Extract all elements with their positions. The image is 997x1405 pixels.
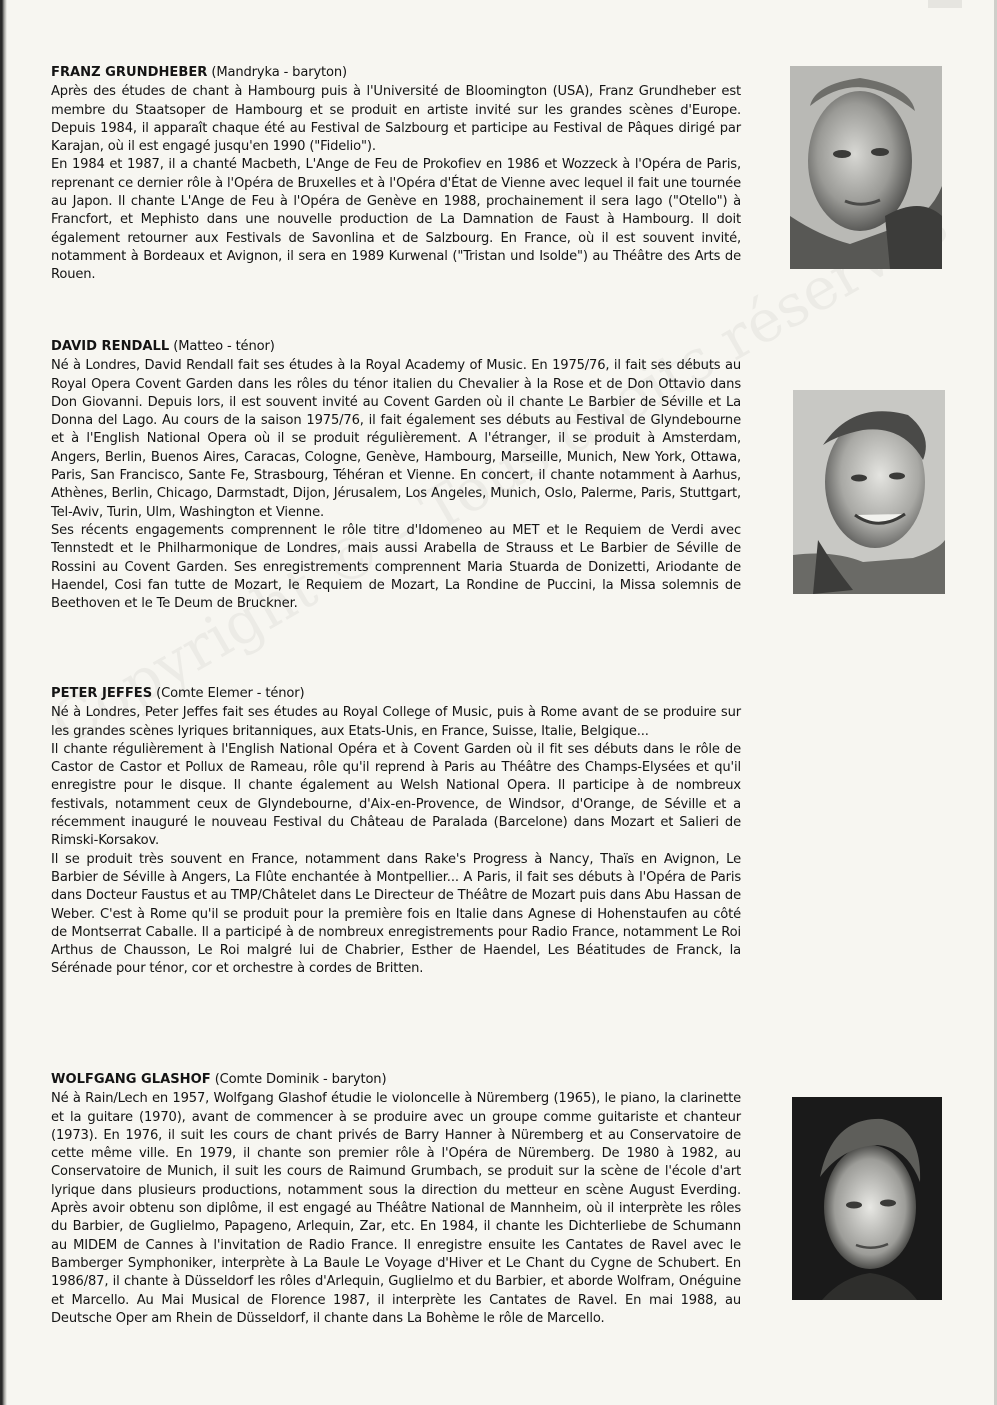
singer-role: (Matteo - ténor): [173, 339, 275, 354]
singer-name: FRANZ GRUNDHEBER: [51, 65, 208, 80]
portrait-photo-franz-grundheber: [790, 66, 942, 269]
singer-role: (Comte Elemer - ténor): [156, 686, 305, 701]
bio-heading: [51, 338, 741, 356]
singer-name: PETER JEFFES: [51, 686, 153, 701]
bio-heading: [51, 1071, 741, 1089]
singer-role: (Comte Dominik - baryton): [214, 1072, 387, 1087]
bio-paragraph: Né à Rain/Lech en 1957, Wolfgang Glashof étudie le violoncelle à Nüremberg (1965), le piano, la clarinette et la guitare (1970), avant de commencer à se produire avec un groupe comme guitariste et chanteur (1973). En 1976, il suit les cours de chant privés de Barry Hanner à Nüremberg et au Conservatoire de cette même ville. En 1979, il chante son premier rôle à l'Opéra de Nüremberg. De 1980 à 1982, au Conservatoire de Munich, il suit les cours de Raimund Grumbach, se produit sur la scène de l'école d'art lyrique dans plusieurs productions, notamment sous la direction du metteur en scène August Everding. Après avoir obtenu son diplôme, il est engagé au Théâtre National de Mannheim, où il interprète les rôles du Barbier, de Guglielmo, Papageno, Arlequin, Zar, etc. En 1984, il chante les Dichterliebe de Schumann au MIDEM de Cannes à l'invitation de Radio France. Il enregistre ensuite les Cantates de Ravel avec le Bamberger Symphoniker, interprète à La Baule Le Voyage d'Hiver et Le Chant du Cygne de Schubert. En 1986/87, il chante à Düsseldorf les rôles d'Arlequin, Guglielmo et du Barbier, et aborde Wolfram, Onéguine et Marcello. Au Mai Musical de Florence 1987, il interprète les Cantates de Ravel. En mai 1988, au Deutsche Oper am Rhein de Düsseldorf, il chante dans La Bohème le rôle de Marcello.: [51, 1091, 741, 1326]
bio-paragraph: Après des études de chant à Hambourg puis à l'Université de Bloomington (USA), Franz Grundheber est membre du Staatsoper de Hambourg et se produit en artiste invité sur les grandes scènes d'Europe. Depuis 1984, il apparaît chaque été au Festival de Salzbourg et participe au Festival de Pâques dirigé par Karajan, où il est engagé jusqu'en 1990 ("Fidelio").: [51, 84, 741, 155]
scan-mark-top: [928, 0, 962, 8]
bio-paragraph: Il se produit très souvent en France, notamment dans Rake's Progress à Nancy, Thaïs en Avignon, Le Barbier de Séville à Angers, La Flûte enchantée à Montpellier... A Paris, il fait ses débuts à l'Opéra de Paris dans Docteur Faustus et au TMP/Châtelet dans Le Directeur de Théâtre de Mozart puis dans Abu Hassan de Weber. C'est à Rome qu'il se produit pour la première fois en Italie dans Agnese di Hohenstaufen au côté de Montserrat Caballe. Il a participé à de nombreux enregistrements pour Radio France, notamment Le Roi Arthus de Chausson, Le Roi malgré lui de Chabrier, Esther de Haendel, Les Béatitudes de Franck, la Sérénade pour ténor, cor et orchestre à cordes de Britten.: [51, 851, 741, 977]
bio-paragraph: Né à Londres, Peter Jeffes fait ses études au Royal College of Music, puis à Rome avant de se produire sur les grandes scènes lyriques britanniques, aux Etats-Unis, en France, Suisse, Italie, Belgique...: [51, 705, 741, 739]
bio-david-rendall: [51, 338, 741, 613]
bio-paragraph: Il chante régulièrement à l'English National Opéra et à Covent Garden où il fit ses débuts dans le rôle de Castor de Castor et Pollux de Rameau, rôle qu'il reprend à Paris au Théâtre des Champs-Elysées et qu'il enregistre pour le disque. Il chante également au Welsh National Opera. Il participe à de nombreux festivals, notamment ceux de Glyndebourne, d'Aix-en-Provence, de Windsor, d'Orange, de Séville et a récemment inauguré le nouveau Festival du Château de Paralada (Barcelone) dans Mozart et Salieri de Rimski-Korsakov.: [51, 741, 741, 849]
bio-paragraph: Ses récents engagements comprennent le rôle titre d'Idomeneo au MET et le Requiem de Verdi avec Tennstedt et le Philharmonique de Londres, mais aussi Arabella de Strauss et Le Barbier de Séville de Rossini au Covent Garden. Ses enregistrements comprennent Maria Stuarda de Donizetti, Ariodante de Haendel, Cosi fan tutte de Mozart, le Requiem de Mozart, La Rondine de Puccini, la Missa solemnis de Beethoven et le Te Deum de Bruckner.: [51, 522, 741, 612]
singer-name: DAVID RENDALL: [51, 339, 170, 354]
scan-edge-left: [0, 0, 7, 1405]
bio-wolfgang-glashof: [51, 1071, 741, 1328]
bio-heading: [51, 685, 741, 703]
singer-name: WOLFGANG GLASHOF: [51, 1072, 211, 1087]
bio-paragraph: Né à Londres, David Rendall fait ses études à la Royal Academy of Music. En 1975/76, il fait ses débuts au Royal Opera Covent Garden dans les rôles du ténor italien du Chevalier à la Rose et de Don Ottavio dans Don Giovanni. Depuis lors, il est souvent invité au Covent Garden où il chante Le Barbier de Séville et La Donna del Lago. Au cours de la saison 1975/76, il fait également ses débuts au Festival de Glyndebourne et à l'English National Opera où il se produit régulièrement. A l'étranger, il se produit à Amsterdam, Angers, Berlin, Buenos Aires, Caracas, Cologne, Genève, Hambourg, Marseille, Munich, New York, Ottawa, Paris, San Francisco, Sante Fe, Strasbourg, Téhéran et Vienne. En concert, il chante notamment à Aarhus, Athènes, Berlin, Chicago, Darmstadt, Dijon, Jérusalem, Los Angeles, Munich, Oslo, Palerme, Paris, Stuttgart, Tel-Aviv, Turin, Ulm, Washington et Vienne.: [51, 358, 741, 520]
bio-paragraph: En 1984 et 1987, il a chanté Macbeth, L'Ange de Feu de Prokofiev en 1986 et Wozzeck à l'Opéra de Paris, reprenant ce dernier rôle à l'Opéra de Bruxelles et à l'Opéra d'État de Vienne avec lequel il fait une tournée au Japon. Il chante L'Ange de Feu à l'Opéra de Genève en 1988, prochainement il sera Iago ("Otello") à Francfort, et Mephisto dans une nouvelle production de La Damnation de Faust à Hambourg. Il doit également retourner aux Festivals de Savonlina et de Salzbourg. En France, où il est souvent invité, notamment à Bordeaux et Avignon, il sera en 1989 Kurwenal ("Tristan und Isolde") au Théâtre des Arts de Rouen.: [51, 157, 741, 283]
bio-heading: [51, 64, 741, 82]
portrait-photo-david-rendall: [793, 390, 945, 594]
singer-role: (Mandryka - baryton): [211, 65, 348, 80]
bio-franz-grundheber: [51, 64, 741, 285]
bio-peter-jeffes: [51, 685, 741, 979]
portrait-photo-wolfgang-glashof: [792, 1097, 942, 1300]
